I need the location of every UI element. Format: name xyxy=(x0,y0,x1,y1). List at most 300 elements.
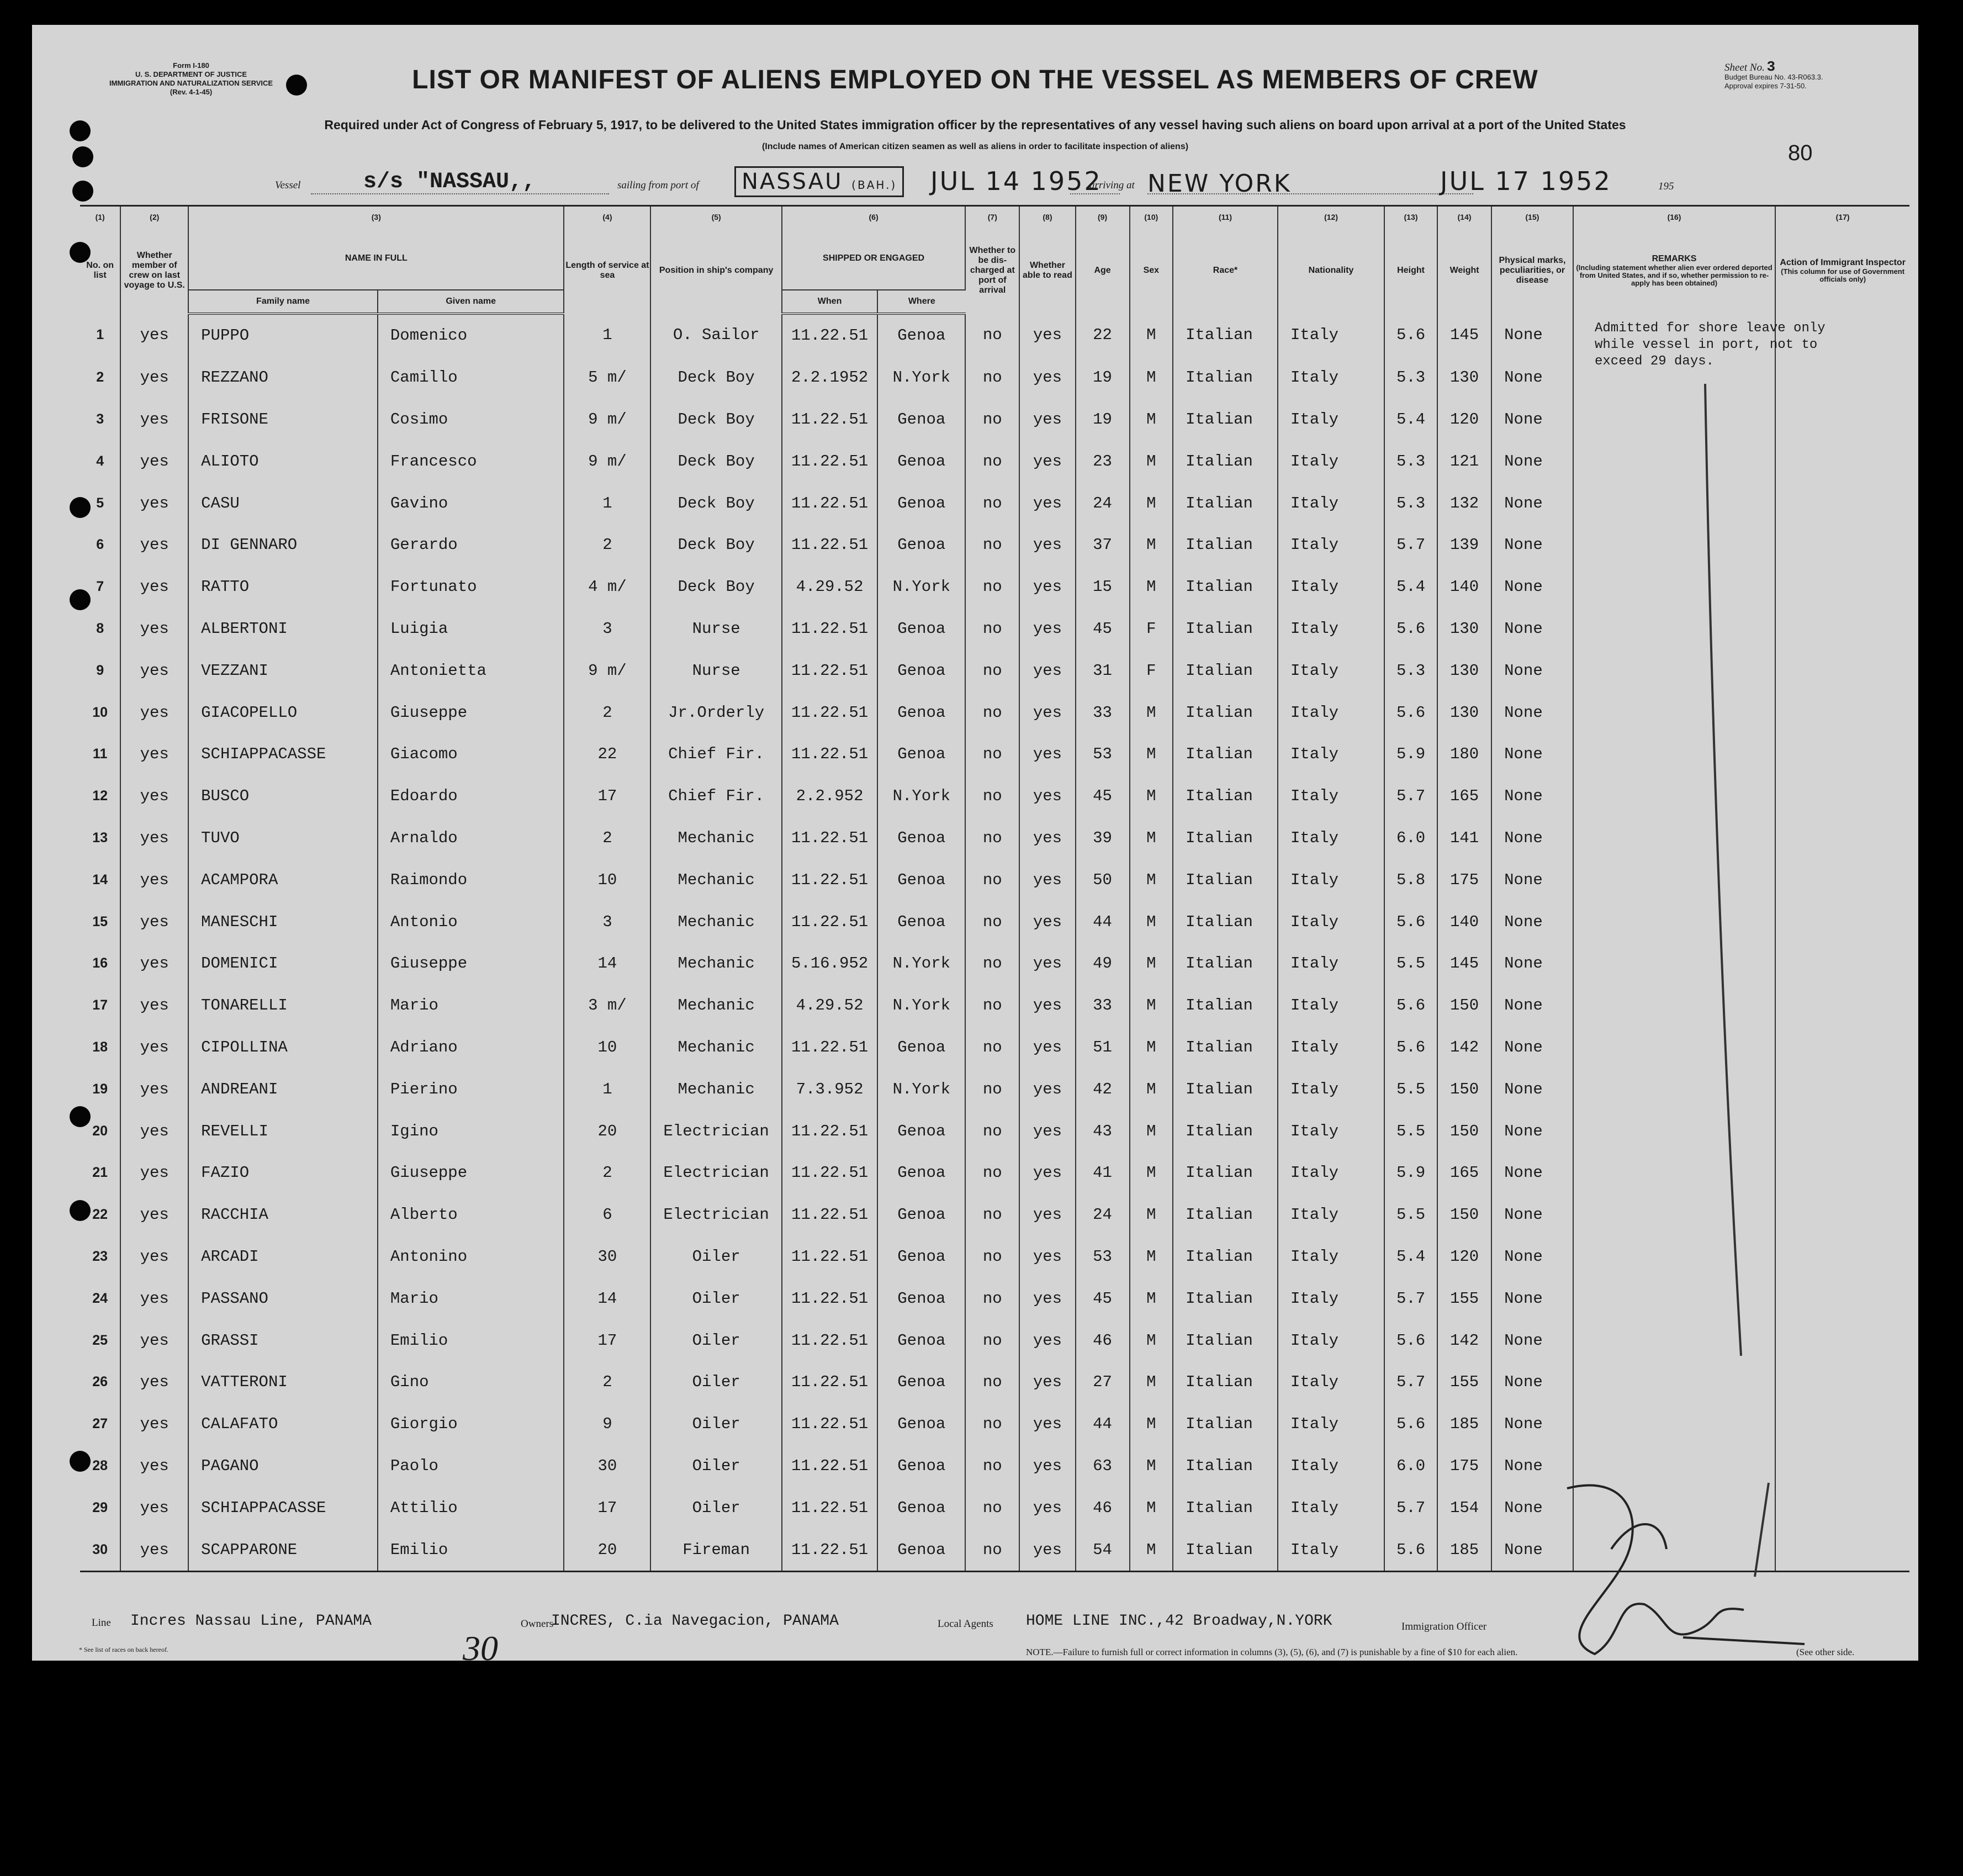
physical-marks: None xyxy=(1491,1529,1573,1571)
nationality: Italy xyxy=(1278,440,1384,482)
race: Italian xyxy=(1173,1110,1278,1152)
shipped-when: 11.22.51 xyxy=(782,482,877,524)
age: 41 xyxy=(1076,1152,1130,1194)
member-cell: yes xyxy=(120,524,188,566)
member-cell: yes xyxy=(120,1403,188,1445)
row-number: 28 xyxy=(80,1445,120,1487)
shipped-where: Genoa xyxy=(877,1110,965,1152)
race: Italian xyxy=(1173,357,1278,399)
shipped-when: 11.22.51 xyxy=(782,1236,877,1278)
discharged: no xyxy=(965,608,1019,650)
weight: 145 xyxy=(1437,943,1491,985)
nationality: Italy xyxy=(1278,775,1384,817)
sex: M xyxy=(1130,1027,1173,1069)
weight: 185 xyxy=(1437,1403,1491,1445)
sex: M xyxy=(1130,440,1173,482)
member-cell: yes xyxy=(120,649,188,691)
age: 44 xyxy=(1076,901,1130,943)
height: 5.6 xyxy=(1384,985,1437,1027)
sex: M xyxy=(1130,566,1173,608)
row-number: 29 xyxy=(80,1487,120,1529)
shipped-when: 11.22.51 xyxy=(782,859,877,901)
row-number: 27 xyxy=(80,1403,120,1445)
colnum: (7) xyxy=(965,206,1019,228)
row-number: 2 xyxy=(80,357,120,399)
length-of-service: 6 xyxy=(564,1194,650,1236)
weight: 185 xyxy=(1437,1529,1491,1571)
shipped-where: Genoa xyxy=(877,691,965,733)
able-to-read: yes xyxy=(1019,357,1075,399)
race: Italian xyxy=(1173,566,1278,608)
member-cell: yes xyxy=(120,1236,188,1278)
length-of-service: 10 xyxy=(564,859,650,901)
given-name: Antonino xyxy=(378,1236,564,1278)
age: 53 xyxy=(1076,733,1130,775)
ditto-stroke xyxy=(1755,1483,1769,1577)
member-cell: yes xyxy=(120,314,188,357)
member-cell: yes xyxy=(120,1277,188,1319)
action-title: Action of Immigrant Inspector xyxy=(1780,258,1906,267)
position: Oiler xyxy=(650,1403,781,1445)
position: Electrician xyxy=(650,1152,781,1194)
member-cell: yes xyxy=(120,817,188,859)
weight: 130 xyxy=(1437,649,1491,691)
family-name: CIPOLLINA xyxy=(188,1027,378,1069)
physical-marks: None xyxy=(1491,733,1573,775)
height: 5.6 xyxy=(1384,1403,1437,1445)
age: 19 xyxy=(1076,399,1130,441)
header-family: Family name xyxy=(188,290,378,314)
position: Deck Boy xyxy=(650,440,781,482)
nationality: Italy xyxy=(1278,1194,1384,1236)
member-cell: yes xyxy=(120,1529,188,1571)
approval-expiry: Approval expires 7-31-50. xyxy=(1724,82,1807,90)
shipped-when: 11.22.51 xyxy=(782,1152,877,1194)
position: O. Sailor xyxy=(650,314,781,357)
given-name: Igino xyxy=(378,1110,564,1152)
physical-marks: None xyxy=(1491,399,1573,441)
nationality: Italy xyxy=(1278,482,1384,524)
weight: 175 xyxy=(1437,1445,1491,1487)
weight: 175 xyxy=(1437,859,1491,901)
discharged: no xyxy=(965,649,1019,691)
height: 5.6 xyxy=(1384,1027,1437,1069)
given-name: Gavino xyxy=(378,482,564,524)
able-to-read: yes xyxy=(1019,1027,1075,1069)
shipped-where: Genoa xyxy=(877,817,965,859)
race: Italian xyxy=(1173,1319,1278,1361)
able-to-read: yes xyxy=(1019,440,1075,482)
owners-value: INCRES, C.ia Navegacion, PANAMA xyxy=(551,1613,839,1630)
colnum: (17) xyxy=(1775,206,1909,228)
physical-marks: None xyxy=(1491,482,1573,524)
row-number: 25 xyxy=(80,1319,120,1361)
family-name: DI GENNARO xyxy=(188,524,378,566)
row-number: 16 xyxy=(80,943,120,985)
colnum: (6) xyxy=(782,206,965,228)
height: 5.3 xyxy=(1384,649,1437,691)
shipped-where: Genoa xyxy=(877,524,965,566)
able-to-read: yes xyxy=(1019,649,1075,691)
given-name: Emilio xyxy=(378,1319,564,1361)
length-of-service: 2 xyxy=(564,691,650,733)
shipped-where: Genoa xyxy=(877,399,965,441)
age: 50 xyxy=(1076,859,1130,901)
shipped-where: Genoa xyxy=(877,1529,965,1571)
age: 44 xyxy=(1076,1403,1130,1445)
row-number: 21 xyxy=(80,1152,120,1194)
race: Italian xyxy=(1173,608,1278,650)
given-name: Paolo xyxy=(378,1445,564,1487)
shipped-where: Genoa xyxy=(877,733,965,775)
race: Italian xyxy=(1173,733,1278,775)
family-name: PASSANO xyxy=(188,1277,378,1319)
race: Italian xyxy=(1173,1445,1278,1487)
height: 5.7 xyxy=(1384,1361,1437,1403)
header-nationality: Nationality xyxy=(1278,228,1384,314)
length-of-service: 30 xyxy=(564,1236,650,1278)
shipped-when: 11.22.51 xyxy=(782,817,877,859)
length-of-service: 3 xyxy=(564,608,650,650)
given-name: Arnaldo xyxy=(378,817,564,859)
member-cell: yes xyxy=(120,440,188,482)
colnum: (10) xyxy=(1130,206,1173,228)
height: 5.4 xyxy=(1384,1236,1437,1278)
given-name: Alberto xyxy=(378,1194,564,1236)
row-number: 12 xyxy=(80,775,120,817)
shipped-where: N.York xyxy=(877,985,965,1027)
physical-marks: None xyxy=(1491,1319,1573,1361)
race: Italian xyxy=(1173,901,1278,943)
physical-marks: None xyxy=(1491,901,1573,943)
family-name: RACCHIA xyxy=(188,1194,378,1236)
discharged: no xyxy=(965,1529,1019,1571)
header-age: Age xyxy=(1076,228,1130,314)
shipped-where: Genoa xyxy=(877,1236,965,1278)
discharged: no xyxy=(965,1403,1019,1445)
able-to-read: yes xyxy=(1019,1319,1075,1361)
length-of-service: 22 xyxy=(564,733,650,775)
discharged: no xyxy=(965,985,1019,1027)
physical-marks: None xyxy=(1491,1236,1573,1278)
nationality: Italy xyxy=(1278,901,1384,943)
shipped-where: N.York xyxy=(877,775,965,817)
able-to-read: yes xyxy=(1019,943,1075,985)
nationality: Italy xyxy=(1278,357,1384,399)
shipped-where: Genoa xyxy=(877,314,965,357)
able-to-read: yes xyxy=(1019,1403,1075,1445)
sheet-number: 3 xyxy=(1766,59,1776,75)
header-marks: Physical marks, peculiarities, or disease xyxy=(1491,228,1573,314)
family-name: MANESCHI xyxy=(188,901,378,943)
row-number: 7 xyxy=(80,566,120,608)
age: 45 xyxy=(1076,608,1130,650)
shipped-when: 11.22.51 xyxy=(782,399,877,441)
member-cell: yes xyxy=(120,1194,188,1236)
member-cell: yes xyxy=(120,399,188,441)
header-read: Whether able to read xyxy=(1019,228,1075,314)
length-of-service: 30 xyxy=(564,1445,650,1487)
shipped-where: Genoa xyxy=(877,608,965,650)
nationality: Italy xyxy=(1278,943,1384,985)
family-name: GRASSI xyxy=(188,1319,378,1361)
weight: 180 xyxy=(1437,733,1491,775)
family-name: DOMENICI xyxy=(188,943,378,985)
row-number: 24 xyxy=(80,1277,120,1319)
shipped-where: Genoa xyxy=(877,1403,965,1445)
able-to-read: yes xyxy=(1019,775,1075,817)
row-number: 3 xyxy=(80,399,120,441)
able-to-read: yes xyxy=(1019,608,1075,650)
sex: M xyxy=(1130,399,1173,441)
given-name: Emilio xyxy=(378,1529,564,1571)
physical-marks: None xyxy=(1491,314,1573,357)
sex: M xyxy=(1130,357,1173,399)
sheet-label: Sheet No. xyxy=(1724,62,1765,73)
row-number: 5 xyxy=(80,482,120,524)
remarks-line: exceed 29 days. xyxy=(1595,354,1715,369)
race: Italian xyxy=(1173,1194,1278,1236)
race: Italian xyxy=(1173,482,1278,524)
shipped-when: 11.22.51 xyxy=(782,901,877,943)
shipped-when: 11.22.51 xyxy=(782,1277,877,1319)
able-to-read: yes xyxy=(1019,1487,1075,1529)
row-number: 20 xyxy=(80,1110,120,1152)
member-cell: yes xyxy=(120,1068,188,1110)
weight: 150 xyxy=(1437,1068,1491,1110)
member-cell: yes xyxy=(120,1027,188,1069)
physical-marks: None xyxy=(1491,608,1573,650)
row-number: 9 xyxy=(80,649,120,691)
weight: 155 xyxy=(1437,1361,1491,1403)
nationality: Italy xyxy=(1278,1236,1384,1278)
remarks-line: Admitted for shore leave only xyxy=(1595,321,1826,336)
height: 5.4 xyxy=(1384,399,1437,441)
discharged: no xyxy=(965,775,1019,817)
physical-marks: None xyxy=(1491,1361,1573,1403)
length-of-service: 1 xyxy=(564,1068,650,1110)
sex: M xyxy=(1130,1361,1173,1403)
length-of-service: 2 xyxy=(564,524,650,566)
family-name: PAGANO xyxy=(188,1445,378,1487)
given-name: Cosimo xyxy=(378,399,564,441)
length-of-service: 20 xyxy=(564,1110,650,1152)
discharged: no xyxy=(965,1487,1019,1529)
colnum: (13) xyxy=(1384,206,1437,228)
able-to-read: yes xyxy=(1019,1110,1075,1152)
shipped-when: 7.3.952 xyxy=(782,1068,877,1110)
member-cell: yes xyxy=(120,985,188,1027)
sex: M xyxy=(1130,691,1173,733)
length-of-service: 20 xyxy=(564,1529,650,1571)
header-sex: Sex xyxy=(1130,228,1173,314)
given-name: Giorgio xyxy=(378,1403,564,1445)
given-name: Giacomo xyxy=(378,733,564,775)
row-number: 19 xyxy=(80,1068,120,1110)
discharged: no xyxy=(965,399,1019,441)
position: Deck Boy xyxy=(650,399,781,441)
sex: M xyxy=(1130,943,1173,985)
shipped-where: Genoa xyxy=(877,440,965,482)
nationality: Italy xyxy=(1278,859,1384,901)
family-name: REZZANO xyxy=(188,357,378,399)
shipped-where: N.York xyxy=(877,1068,965,1110)
able-to-read: yes xyxy=(1019,524,1075,566)
length-of-service: 14 xyxy=(564,943,650,985)
shipped-where: Genoa xyxy=(877,1361,965,1403)
colnum: (2) xyxy=(120,206,188,228)
sex: M xyxy=(1130,985,1173,1027)
physical-marks: None xyxy=(1491,1068,1573,1110)
ditto-line xyxy=(1705,384,1741,1356)
discharged: no xyxy=(965,482,1019,524)
position: Mechanic xyxy=(650,1068,781,1110)
physical-marks: None xyxy=(1491,859,1573,901)
shipped-when: 11.22.51 xyxy=(782,1110,877,1152)
length-of-service: 10 xyxy=(564,1027,650,1069)
family-name: TONARELLI xyxy=(188,985,378,1027)
race: Italian xyxy=(1173,1361,1278,1403)
discharged: no xyxy=(965,1027,1019,1069)
age: 42 xyxy=(1076,1068,1130,1110)
row-number: 17 xyxy=(80,985,120,1027)
member-cell: yes xyxy=(120,1110,188,1152)
given-name: Adriano xyxy=(378,1027,564,1069)
owners-label: Owners xyxy=(521,1618,554,1630)
height: 5.6 xyxy=(1384,691,1437,733)
length-of-service: 1 xyxy=(564,482,650,524)
age: 24 xyxy=(1076,482,1130,524)
length-of-service: 17 xyxy=(564,1319,650,1361)
age: 46 xyxy=(1076,1319,1130,1361)
height: 5.9 xyxy=(1384,733,1437,775)
family-name: RATTO xyxy=(188,566,378,608)
age: 63 xyxy=(1076,1445,1130,1487)
weight: 154 xyxy=(1437,1487,1491,1529)
given-name: Gerardo xyxy=(378,524,564,566)
family-name: ARCADI xyxy=(188,1236,378,1278)
sail-date-stamp: JUL 14 1952 xyxy=(930,166,1102,196)
sex: M xyxy=(1130,1236,1173,1278)
discharged: no xyxy=(965,691,1019,733)
nationality: Italy xyxy=(1278,649,1384,691)
family-name: REVELLI xyxy=(188,1110,378,1152)
able-to-read: yes xyxy=(1019,1236,1075,1278)
discharged: no xyxy=(965,1068,1019,1110)
weight: 140 xyxy=(1437,901,1491,943)
colnum: (3) xyxy=(188,206,564,228)
header-height: Height xyxy=(1384,228,1437,314)
manifest-sheet xyxy=(32,25,1918,1668)
colnum: (5) xyxy=(650,206,781,228)
weight: 130 xyxy=(1437,691,1491,733)
member-cell: yes xyxy=(120,482,188,524)
family-name: FRISONE xyxy=(188,399,378,441)
shipped-when: 11.22.51 xyxy=(782,1403,877,1445)
row-number: 13 xyxy=(80,817,120,859)
colnum: (8) xyxy=(1019,206,1075,228)
member-cell: yes xyxy=(120,608,188,650)
member-cell: yes xyxy=(120,1319,188,1361)
shipped-when: 11.22.51 xyxy=(782,608,877,650)
nationality: Italy xyxy=(1278,1487,1384,1529)
physical-marks: None xyxy=(1491,1277,1573,1319)
discharged: no xyxy=(965,1110,1019,1152)
nationality: Italy xyxy=(1278,524,1384,566)
arrival-date-stamp: JUL 17 1952 xyxy=(1440,166,1612,196)
budget-bureau: Budget Bureau No. 43-R063.3. xyxy=(1724,73,1823,81)
row-number: 14 xyxy=(80,859,120,901)
subtitle-note: (Include names of American citizen seamen as well as aliens in order to facilitate inspection of aliens) xyxy=(761,142,1189,151)
header-position: Position in ship's company xyxy=(650,228,781,314)
sex: M xyxy=(1130,1068,1173,1110)
shipped-when: 11.22.51 xyxy=(782,1361,877,1403)
race: Italian xyxy=(1173,691,1278,733)
able-to-read: yes xyxy=(1019,314,1075,357)
height: 6.0 xyxy=(1384,817,1437,859)
header-given: Given name xyxy=(378,290,564,314)
sex: M xyxy=(1130,1319,1173,1361)
position: Mechanic xyxy=(650,1027,781,1069)
header-weight: Weight xyxy=(1437,228,1491,314)
length-of-service: 9 m/ xyxy=(564,399,650,441)
shipped-where: N.York xyxy=(877,943,965,985)
physical-marks: None xyxy=(1491,985,1573,1027)
sex: F xyxy=(1130,608,1173,650)
physical-marks: None xyxy=(1491,1027,1573,1069)
footer xyxy=(32,1596,1918,1668)
position: Nurse xyxy=(650,608,781,650)
given-name: Antonio xyxy=(378,901,564,943)
nationality: Italy xyxy=(1278,314,1384,357)
shipped-when: 11.22.51 xyxy=(782,1487,877,1529)
given-name: Attilio xyxy=(378,1487,564,1529)
line-value: Incres Nassau Line, PANAMA xyxy=(130,1613,372,1630)
position: Deck Boy xyxy=(650,566,781,608)
nationality: Italy xyxy=(1278,566,1384,608)
sex: M xyxy=(1130,524,1173,566)
height: 5.6 xyxy=(1384,1529,1437,1571)
height: 5.5 xyxy=(1384,1110,1437,1152)
family-name: TUVO xyxy=(188,817,378,859)
shipped-where: Genoa xyxy=(877,1027,965,1069)
physical-marks: None xyxy=(1491,1403,1573,1445)
shipped-when: 4.29.52 xyxy=(782,566,877,608)
length-of-service: 3 m/ xyxy=(564,985,650,1027)
age: 15 xyxy=(1076,566,1130,608)
member-cell: yes xyxy=(120,775,188,817)
sailing-port: NASSAU xyxy=(742,169,843,194)
height: 5.6 xyxy=(1384,1319,1437,1361)
row-number: 10 xyxy=(80,691,120,733)
physical-marks: None xyxy=(1491,775,1573,817)
age: 24 xyxy=(1076,1194,1130,1236)
race: Italian xyxy=(1173,524,1278,566)
given-name: Raimondo xyxy=(378,859,564,901)
colnum: (1) xyxy=(80,206,120,228)
member-cell: yes xyxy=(120,1152,188,1194)
family-name: VEZZANI xyxy=(188,649,378,691)
age: 49 xyxy=(1076,943,1130,985)
sex: M xyxy=(1130,775,1173,817)
position: Mechanic xyxy=(650,943,781,985)
discharged: no xyxy=(965,566,1019,608)
height: 5.3 xyxy=(1384,440,1437,482)
row-number: 8 xyxy=(80,608,120,650)
header-where: Where xyxy=(877,290,965,314)
position: Deck Boy xyxy=(650,482,781,524)
sex: M xyxy=(1130,1194,1173,1236)
